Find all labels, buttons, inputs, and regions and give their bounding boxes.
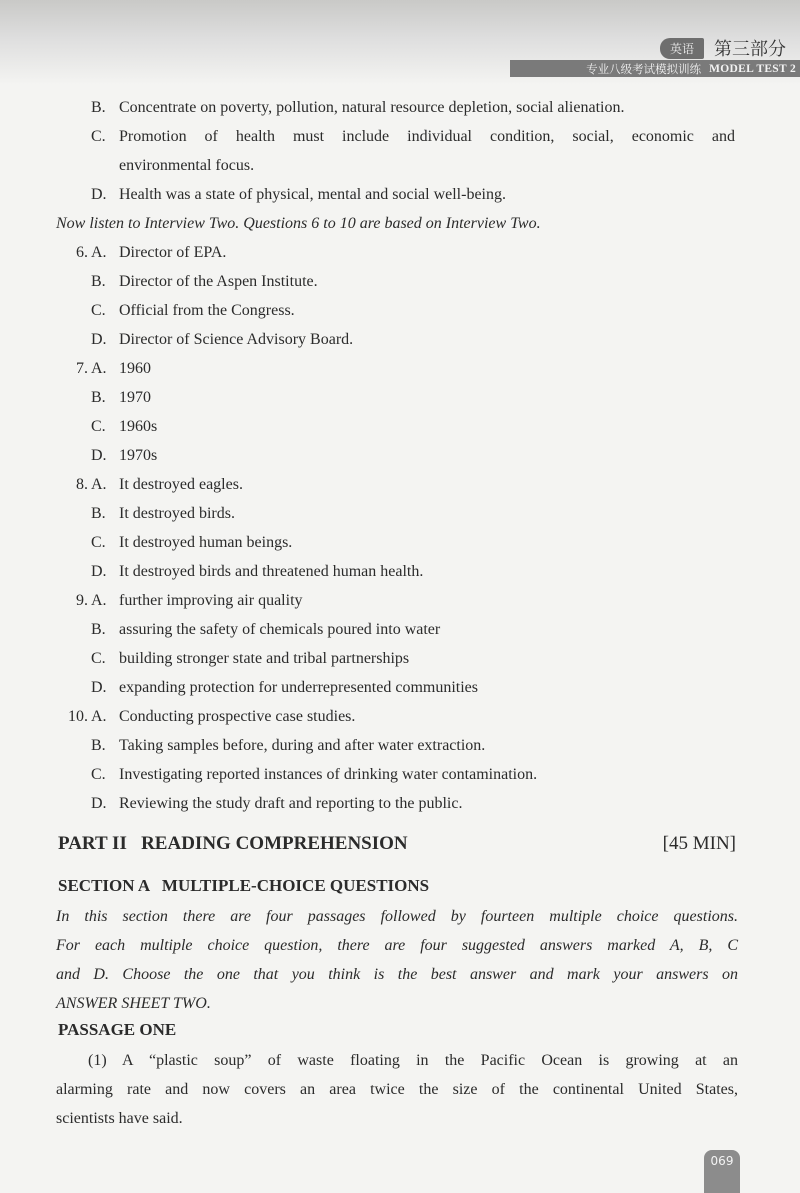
section-heading: SECTION A MULTIPLE-CHOICE QUESTIONS bbox=[58, 876, 430, 895]
option-line: B. It destroyed birds. bbox=[91, 505, 235, 522]
band-english-label: MODEL TEST 2 bbox=[709, 62, 796, 75]
question-number: 7. bbox=[76, 360, 88, 377]
option-line: A. Director of EPA. bbox=[91, 244, 227, 261]
option-line: B. Concentrate on poverty, pollution, natural resource depletion, social alienation. bbox=[91, 99, 625, 116]
option-line: C. Investigating reported instances of drinking water contamination. bbox=[91, 766, 538, 783]
question-number: 9. bbox=[76, 592, 88, 609]
option-line: C. It destroyed human beings. bbox=[91, 534, 293, 551]
option-line: B. 1970 bbox=[91, 389, 151, 406]
band-chinese-label: 专业八级考试模拟训练 bbox=[586, 61, 702, 76]
option-line: C. Promotion of health must include individual condition, social, economic and bbox=[91, 128, 735, 145]
option-line: B. assuring the safety of chemicals poured into water bbox=[91, 621, 441, 638]
passage-line: (1) A “plastic soup” of waste floating in the Pacific Ocean is growing at an bbox=[88, 1052, 738, 1069]
passage-line: scientists have said. bbox=[56, 1110, 183, 1127]
option-line: A. Conducting prospective case studies. bbox=[91, 708, 356, 725]
instruction-line: In this section there are four passages followed by fourteen multiple choice questions. bbox=[56, 908, 738, 925]
option-line: B. Director of the Aspen Institute. bbox=[91, 273, 318, 290]
option-line: D. Health was a state of physical, mental and social well-being. bbox=[91, 186, 506, 203]
option-line: D. It destroyed birds and threatened human health. bbox=[91, 563, 424, 580]
subject-tag: 英语 bbox=[660, 38, 704, 59]
passage-line: alarming rate and now covers an area twice the size of the continental United States, bbox=[56, 1081, 738, 1098]
passage-title: PASSAGE ONE bbox=[58, 1020, 177, 1039]
option-line: D. Director of Science Advisory Board. bbox=[91, 331, 354, 348]
option-line: D. Reviewing the study draft and reporting to the public. bbox=[91, 795, 463, 812]
page-number: 069 bbox=[710, 1154, 734, 1168]
header-band bbox=[510, 60, 800, 77]
option-continuation: environmental focus. bbox=[119, 157, 255, 174]
page-header bbox=[510, 36, 800, 78]
part-title bbox=[58, 833, 736, 855]
instruction-line: ANSWER SHEET TWO. bbox=[56, 995, 211, 1012]
question-number: 8. bbox=[76, 476, 88, 493]
option-line: A. It destroyed eagles. bbox=[91, 476, 243, 493]
instruction-line: and D. Choose the one that you think is the best answer and mark your answers on bbox=[56, 966, 738, 983]
interview-two-intro: Now listen to Interview Two. Questions 6 to 10 are based on Interview Two. bbox=[56, 215, 541, 232]
option-line: D. expanding protection for underrepresented communities bbox=[91, 679, 478, 696]
option-line: C. building stronger state and tribal partnerships bbox=[91, 650, 410, 667]
part-time: [45 MIN] bbox=[662, 833, 736, 854]
section-title: 第三部分 bbox=[714, 39, 786, 60]
option-line: A. 1960 bbox=[91, 360, 151, 377]
instruction-line: For each multiple choice question, there are four suggested answers marked A, B, C bbox=[56, 937, 738, 954]
question-number: 6. bbox=[76, 244, 88, 261]
option-line: B. Taking samples before, during and after water extraction. bbox=[91, 737, 486, 754]
option-line: C. 1960s bbox=[91, 418, 158, 435]
option-line: A. further improving air quality bbox=[91, 592, 303, 609]
question-number: 10. bbox=[68, 708, 88, 725]
option-line: C. Official from the Congress. bbox=[91, 302, 295, 319]
part-heading: PART II READING COMPREHENSION bbox=[58, 833, 408, 854]
option-line: D. 1970s bbox=[91, 447, 158, 464]
